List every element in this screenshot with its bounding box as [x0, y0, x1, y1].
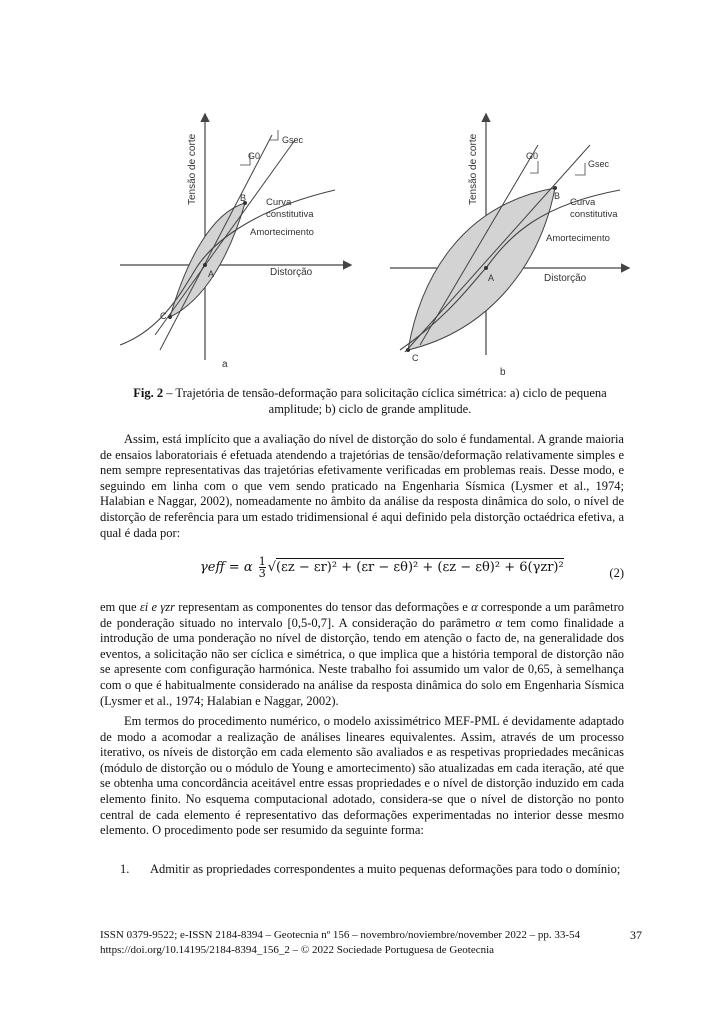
panel-b-gsec-label: Gsec: [588, 159, 610, 169]
footer-line-2: https://doi.org/10.14195/2184-8394_156_2 – © 2022 Sociedade Portuguesa de Geotecnia: [100, 944, 495, 956]
list-item-text: Admitir as propriedades correspondentes a muito pequenas deformações para todo o domínio;: [150, 862, 621, 876]
panel-a-x-label: Distorção: [270, 267, 313, 278]
equation-radicand: (εz − εr)² + (εr − εθ)² + (εz − εθ)² + 6(γzr)²: [276, 560, 564, 575]
p2-text-1: em que: [100, 600, 140, 614]
panel-a-point-a: A: [208, 269, 215, 279]
paragraph-3: Em termos do procedimento numérico, o modelo axissimétrico MEF-PML é devidamente adaptado de modo a acomodar a realização de análises lineares equivalentes. Assim, através de um processo iterativo, os níveis de distorção em cada elemento são avaliados e as respetivas propriedades mecânicas (módulo de distorção ou o módulo de Young e amortecimento) são atualizadas em cada iteração, até que se obtenha uma concordância aceitável entre essas propriedades e o nível de distorção induzido em cada elemento finito. No esquema computacional adotado, considera-se que o nível de distorção no ponto central de cada elemento é representativo das deformações experimentadas no interior desse mesmo elemento. O procedimento pode ser resumido da seguinte forma:: [100, 714, 624, 838]
list-item-number: 1.: [120, 862, 130, 876]
panel-b-g0-label: G0: [526, 151, 539, 161]
p2-text-2: representam as componentes do tensor das deformações e: [175, 600, 472, 614]
figure-2-graphics: [100, 95, 660, 380]
panel-b-point-a: A: [488, 273, 495, 283]
equation-number: (2): [609, 566, 624, 580]
equation-2: [100, 556, 624, 590]
panel-b-curve-label-1: Curva: [570, 197, 596, 208]
p2-text-4: tem como finalidade a introdução de uma ponderação no nível de distorção, tendo em atenção o facto de, na generalidade dos eventos, a solicitação não ser cíclica e simétrica, o que implica que a história temporal de distorção não se apresente com configuração harmónica. Neste trabalho foi assumido um valor de 0,65, à semelhança com o que é habitualmente considerado na análise da resposta dinâmica do solo em Engenharia Sísmica (Lysmer et al., 1974; Halabian e Naggar, 2002).: [100, 615, 625, 708]
caption-label: Fig. 2: [133, 386, 164, 400]
equation-frac-num: 1: [258, 555, 266, 568]
page-number: 37: [630, 928, 642, 942]
panel-b: [390, 115, 628, 378]
footer-line-1: ISSN 0379-9522; e-ISSN 2184-8394 – Geotecnia nº 156 – novembro/noviembre/november 2022 – pp. 33-54: [100, 929, 581, 941]
panel-b-gsec-line: [405, 145, 590, 352]
panel-a: [120, 115, 350, 370]
p2-text-3: corresponde a um parâmetro de ponderação situado no intervalo [0,5-0,7]. A consideração do parâmetro: [100, 600, 624, 630]
panel-a-letter: a: [222, 359, 228, 370]
panel-b-damping-label: Amortecimento: [546, 233, 610, 244]
panel-a-curve-label-2: constitutiva: [266, 209, 314, 220]
panel-a-point-b: B: [240, 193, 247, 203]
panel-a-damping-label: Amortecimento: [250, 227, 314, 238]
p2-symbol-alpha-1: α: [471, 600, 478, 614]
panel-a-point-c: C: [160, 311, 167, 321]
page-footer: [100, 928, 640, 958]
panel-a-gsec-label: Gsec: [282, 135, 304, 145]
p2-symbol-eps-gamma: εi e γzr: [139, 600, 176, 614]
panel-b-y-label: Tensão de corte: [468, 133, 479, 205]
panel-a-damping-loop: [170, 203, 245, 317]
panel-b-x-label: Distorção: [544, 273, 587, 284]
paragraph-2: [100, 600, 624, 709]
equation-formula: γeff = α $\frac{1}{3}$ √(εz − εr)² + (εr − εθ)² + (εz − εθ)² + 6(γzr)²: [200, 555, 564, 580]
equation-frac-den: 3: [258, 567, 266, 580]
figure-caption: [110, 385, 630, 417]
panel-a-y-label: Tensão de corte: [187, 133, 198, 205]
equation-lhs: γeff = α: [200, 560, 253, 575]
list-item: [120, 862, 624, 878]
panel-a-g0-line: [160, 135, 272, 350]
panel-b-point-c: C: [412, 353, 419, 363]
p2-symbol-alpha-2: α: [495, 615, 502, 630]
panel-b-damping-loop: [408, 188, 555, 350]
caption-text: – Trajetória de tensão-deformação para solicitação cíclica simétrica: a) ciclo de pequena amplitude; b) ciclo de grande amplitude.: [163, 386, 607, 416]
panel-a-g0-label: G0: [248, 151, 261, 161]
panel-a-curve-label-1: Curva: [266, 197, 292, 208]
panel-b-point-b: B: [554, 191, 561, 201]
figure-2: [100, 95, 660, 380]
panel-b-letter: b: [500, 367, 506, 378]
procedure-list: [120, 862, 624, 878]
equation-fraction: [259, 556, 266, 579]
panel-b-curve-label-2: constitutiva: [570, 209, 618, 220]
paragraph-1: Assim, está implícito que a avaliação do nível de distorção do solo é fundamental. A grande maioria de ensaios laboratoriais é efetuada atendendo a trajetórias de tensão/deformação relativamente simples e nem sempre representativas das trajetórias efetivamente verificadas em problemas reais. Desse modo, e seguindo em linha com o que vem sendo praticado na Engenharia Sísmica (Lysmer et al., 1974; Halabian e Naggar, 2002), nomeadamente no âmbito da análise da resposta dinâmica do solo, o nível de distorção de referência para um estado tridimensional é aqui definido pela distorção octaédrica efetiva, a qual é dada por:: [100, 432, 624, 540]
